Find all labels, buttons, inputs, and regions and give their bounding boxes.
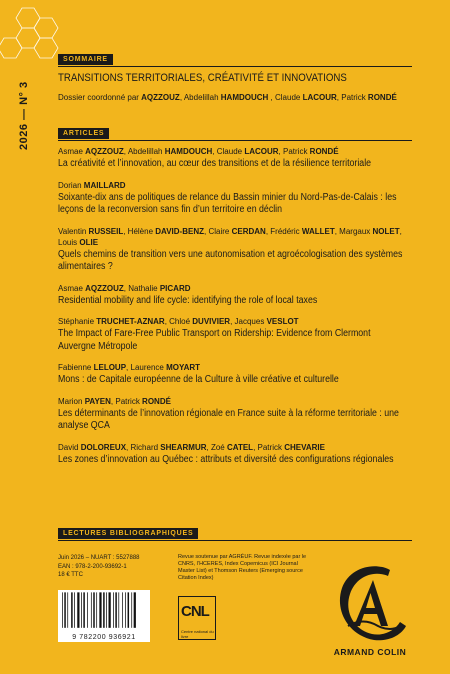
author-last-name: HAMDOUCH (164, 147, 213, 156)
article-title: Residential mobility and life cycle: identifying the role of local taxes (58, 294, 318, 306)
cnl-logo (178, 596, 216, 640)
article-item (58, 362, 418, 387)
article-authors: Asmae AQZZOUZ, Abdelillah HAMDOUCH, Claude LACOUR, Patrick RONDÉ (58, 147, 339, 156)
barcode-number: 9 782200 936921 (58, 634, 150, 641)
barcode-bar (125, 592, 126, 627)
coord-last-name: AQZZOUZ (141, 93, 180, 102)
article-title: Mons : de Capitale européenne de la Culture à ville créative et culturelle (58, 374, 339, 385)
coord-last-name: LACOUR (302, 93, 337, 102)
article-item (58, 442, 418, 467)
coord-first-name: Claude (275, 93, 303, 102)
publisher-name: ARMAND COLIN (333, 647, 407, 657)
barcode-bar (83, 592, 85, 627)
article-title: Quels chemins de transition vers une autonomisation et agroécologisation des systèmes alimentaires ? (58, 248, 403, 272)
article-item (58, 283, 418, 308)
author-last-name: PICARD (159, 283, 191, 293)
sommaire-block (58, 72, 418, 103)
coord-first-name: Abdelillah (183, 93, 221, 102)
hexagon-decoration (0, 0, 80, 80)
coord-names: AQZZOUZ, Abdelillah HAMDOUCH , Claude LACOUR, Patrick RONDÉ (141, 93, 397, 102)
divider (58, 140, 412, 141)
coord-last-name: HAMDOUCH (220, 93, 269, 102)
pubinfo-ean: EAN : 978-2-200-93692-1 (58, 563, 127, 570)
article-authors: Marion PAYEN, Patrick RONDÉ (58, 396, 171, 406)
barcode-bar (64, 592, 66, 627)
author-last-name: RONDÉ (309, 147, 339, 156)
barcode-bar (122, 592, 123, 627)
barcode-bar (115, 592, 117, 627)
author-last-name: CERDAN (231, 226, 266, 236)
author-last-name: DOLOREUX (80, 442, 127, 452)
barcode-bar (96, 592, 97, 627)
author-last-name: RUSSEIL (88, 226, 124, 236)
article-item (58, 316, 418, 353)
coord-first-name: Patrick (341, 93, 368, 102)
dossier-title: TRANSITIONS TERRITORIALES, CRÉATIVITÉ ET INNOVATIONS (58, 72, 347, 84)
article-title: Soixante-dix ans de politiques de relance du Bassin minier du Nord-Pas-de-Calais : les leçons de la reconversion sans fin d’un territoire en déclin (58, 191, 397, 215)
author-last-name: LACOUR (244, 147, 279, 156)
coord-last-name: RONDÉ (367, 93, 397, 102)
author-last-name: NOLET (372, 226, 400, 236)
author-last-name: VESLOT (266, 317, 299, 326)
article-item (58, 146, 418, 171)
barcode-bar (106, 592, 107, 627)
barcode-bar (118, 592, 119, 627)
sommaire-label: SOMMAIRE (58, 54, 113, 65)
barcode-bar (109, 592, 111, 627)
barcode-bar (74, 592, 75, 627)
article-item (58, 180, 418, 217)
article-title: La créativité et l’innovation, au cœur des transitions et de la résilience territoriale (58, 158, 372, 169)
cnl-text: CNL (181, 603, 209, 620)
author-last-name: AQZZOUZ (85, 283, 124, 293)
barcode-bar (91, 592, 92, 627)
lectures-label: LECTURES BIBLIOGRAPHIQUES (58, 528, 198, 539)
article-authors: Asmae AQZZOUZ, Nathalie PICARD (58, 283, 191, 293)
armand-colin-logo-icon (328, 556, 418, 648)
article-authors: David DOLOREUX, Richard SHEARMUR, Zoé CATEL, Patrick CHEVARIE (58, 442, 325, 452)
author-last-name: MAILLARD (83, 180, 126, 190)
barcode-bar (131, 592, 132, 627)
barcode-bar (113, 592, 114, 627)
barcode-bar (103, 592, 105, 627)
cnl-subtext: Centre national du livre (181, 629, 214, 639)
barcode-bar (62, 592, 63, 627)
author-last-name: RONDÉ (142, 396, 171, 406)
coord-prefix: Dossier coordonné par (58, 93, 142, 102)
article-item (58, 396, 418, 433)
author-last-name: AQZZOUZ (85, 147, 124, 156)
author-last-name: DUVIVIER (192, 317, 231, 326)
author-last-name: DAVID-BENZ (155, 226, 204, 236)
author-last-name: OLIE (79, 237, 99, 247)
indexing-info: Revue soutenue par AGRÉUF. Revue indexée par le CNRS, l’HCERES, Index Copernicus (ICI Journal Master List) et Thomson Reuters (Emerging source Citation Index) (178, 554, 307, 581)
coordinators (58, 92, 418, 103)
divider (58, 540, 412, 541)
article-title: The Impact of Fare-Free Public Transport on Ridership: Evidence from Clermont Auvergne Métropole (58, 328, 371, 352)
author-last-name: PAYEN (84, 396, 111, 406)
pubinfo-date: Juin 2026 – NUART : 5527888 (58, 555, 140, 561)
articles-list (58, 146, 418, 475)
barcode-bar (77, 592, 79, 627)
articles-label: ARTICLES (58, 128, 109, 139)
barcode-bar (71, 592, 73, 627)
article-authors: Stéphanie TRUCHET-AZNAR, Chloé DUVIVIER, Jacques VESLOT (58, 317, 299, 326)
author-last-name: SHEARMUR (160, 442, 207, 452)
barcode-bar (134, 592, 136, 627)
publication-info (58, 554, 168, 580)
article-title: Les déterminants de l’innovation régionale en France suite à la réforme territoriale : une analyse QCA (58, 407, 399, 431)
author-last-name: CHEVARIE (284, 442, 325, 452)
issue-number-vertical: 2026 — N° 3 (18, 81, 30, 150)
barcode-bar (87, 592, 88, 627)
article-authors: Dorian MAILLARD (58, 180, 126, 190)
article-title: Les zones d’innovation au Québec : attributs et diversité des configurations régionales (58, 453, 394, 465)
author-last-name: MOYART (166, 363, 201, 372)
barcode-bar (128, 592, 130, 627)
divider (58, 66, 412, 67)
barcode-bar (93, 592, 95, 627)
author-last-name: CATEL (226, 442, 254, 452)
barcode-bar (81, 592, 82, 627)
article-authors: Valentin RUSSEIL, Hélène DAVID-BENZ, Claire CERDAN, Frédéric WALLET, Margaux NOLET, Louis OLIE (58, 226, 402, 247)
article-authors: Fabienne LELOUP, Laurence MOYART (58, 363, 201, 372)
author-last-name: LELOUP (93, 363, 127, 372)
pubinfo-price: 18 € TTC (58, 572, 83, 578)
barcode-bar (99, 592, 101, 627)
barcode-bar (67, 592, 68, 627)
author-last-name: WALLET (301, 226, 335, 236)
author-last-name: TRUCHET-AZNAR (96, 317, 165, 326)
article-item (58, 226, 418, 274)
